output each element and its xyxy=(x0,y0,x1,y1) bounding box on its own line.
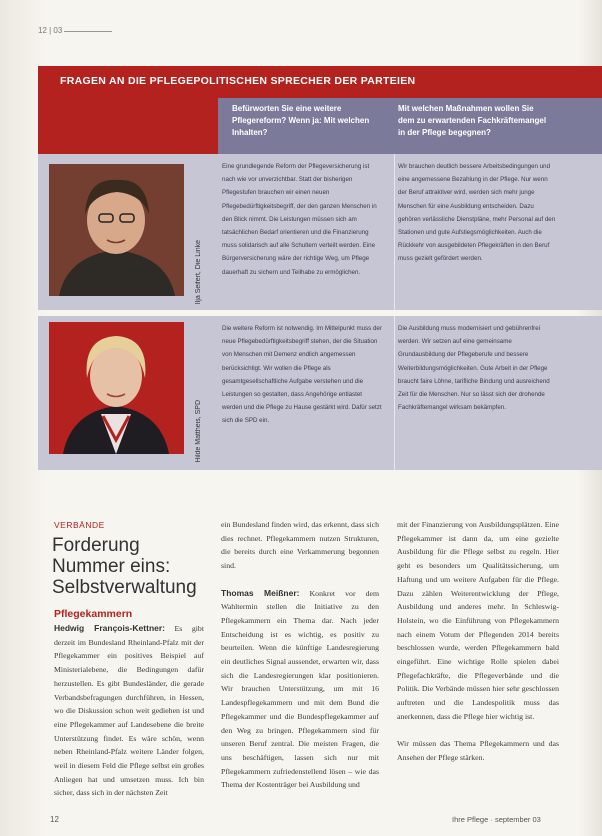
portrait-woman-image xyxy=(49,322,184,454)
banner-red-block xyxy=(38,98,218,154)
column-text: Wir müssen das Thema Pflegekammern und das Ansehen der Pflege stärken. xyxy=(397,739,559,762)
answer-2-question-1: Die weitere Reform ist notwendig. Im Mittelpunkt muss der neue Pflegebedürftigkeitsbegriff stehen, der die Situation von Menschen mit Demenz endlich angemessen berücksichtigt. Wir wollen die Pflege als gesamtgesellschaftliche Aufgabe verstehen und die Leistungen so gestalten, dass Angehörige entlastet werden und die Pflege zu Hause gestärkt wird. Dafür setzt sich die SPD ein. xyxy=(222,325,382,425)
column-text: mit der Finanzierung von Ausbildungsplätzen. Eine Pflegekammer ist dann da, um eine gezielte Ausbildung für die Pflege selbst zu regeln. Hier geht es besonders um Qualitätssicherung, um Haftung und um weitere Aufgaben für die Pflege. Dazu zählen Weiterentwicklung der Pflege, Ausbildung und anderes mehr. In Schleswig-Holstein, wo die Einführung von Pflegekammern nach einem Votum der Pflegenden 2014 bereits beschlossen wurde, werden Pflegekammern bald eingeführt. Eine wichtige Rolle spielen dabei Pflegefachkräfte, die Pflegeverbände und die Politik. Die Verbände müssen hier sehr geschlossen auftreten und die Landespolitik muss das anerkennen, dass die Pflege hier wichtig ist. xyxy=(397,520,559,721)
article-column-1 xyxy=(54,622,204,800)
portrait-photo-2 xyxy=(49,322,184,454)
page-number: 12 xyxy=(50,815,59,824)
top-folio: 12 | 03 xyxy=(38,26,63,35)
speaker-name: Thomas Meißner: xyxy=(221,587,300,598)
photo-credit-2: Hilde Mattheis, SPD xyxy=(195,400,202,463)
column-text: ein Bundesland finden wird, das erkennt, dass sich dies rechnet. Pflegekammern nutzen Strukturen, die bereits durch eine Verkammerung begonnen sind. xyxy=(221,520,379,571)
answer-1-question-1: Eine grundlegende Reform der Pflegeversicherung ist nach wie vor unverzichtbar. Statt der bisherigen Pflegestufen brauchen wir einen neuen Pflegebedürftigkeitsbegriff, der den ganzen Menschen in den Blick nimmt. Die Leistungen müssen sich am tatsächlichen Bedarf orientieren und die Finanzierung muss solidarisch auf alle Schultern verteilt werden. Eine Bürgerversicherung wäre der richtige Weg, um Pflege dauerhaft zu sichern und Teilhabe zu ermöglichen. xyxy=(222,163,377,276)
article-headline: Forderung Nummer eins: Selbstverwaltung xyxy=(52,535,197,598)
column-text: Konkret vor dem Wahltermin stellen die Initiative zu den Pflegekammern ein Thema dar. Nach jeder Entscheidung ist es wichtig, es positiv zu beurteilen. Wenn die künftige Landesregierung ein deutliches Signal aussendet, erwarten wir, dass sich die Landesregierungen klar positionieren. Wir brauchen Unterstützung, um mit 16 Landespflegekammern und mit dem Bund die Pflegekammer und die Bundespflegekammer auf den Weg zu bringen. Pflegekammern sind für unseren Beruf zentral. Die meisten Fragen, die uns beschäftigen, lassen sich nur mit Pflegekammern zufriedenstellend lösen – wie das Thema der Kostenträger bei Ausbildung und xyxy=(221,588,380,790)
portrait-man-image xyxy=(49,164,184,296)
question-2: Mit welchen Maßnahmen wollen Sie dem zu erwartenden Fachkräftemangel in der Pflege begegnen? xyxy=(398,104,547,137)
portrait-photo-1 xyxy=(49,164,184,296)
column-text: Es gibt derzeit im Bundesland Rheinland-Pfalz mit der Pflegekammer ein positives Beispiel auf Ministerialebene, die Bedingungen dafür herzustellen. Es gibt Bundesländer, die gerade Verbandsbefragungen durchführen, in Hessen, wo die Diskussion schon weit gediehen ist und eine Pflegekammer auf Landesebene die breite Unterstützung findet. Es wäre schön, wenn neben Rheinland-Pfalz weitere Länder folgen, weil in diesem Feld die Pflege selbst ein großes Anliegen hat und umsetzen muss. Ich bin sicher, dass sich in der nächsten Zeit xyxy=(54,624,204,798)
section-tag: VERBÄNDE xyxy=(54,520,105,530)
article-column-3 xyxy=(397,518,559,765)
column-divider xyxy=(394,316,395,470)
article-subhead: Pflegekammern xyxy=(54,608,133,620)
banner-title: FRAGEN AN DIE PFLEGEPOLITISCHEN SPRECHER DER PARTEIEN xyxy=(60,75,416,87)
answer-1-question-2: Wir brauchen deutlich bessere Arbeitsbedingungen und eine angemessene Bezahlung in der Pflege. Nur wenn der Beruf attraktiver wird, werden sich mehr junge Menschen für eine Ausbildung entscheiden. Dazu gehören verlässliche Dienstpläne, mehr Personal auf den Stationen und gute Aufstiegsmöglichkeiten. Auch die Rückkehr von ausgebildeten Pflegekräften in den Beruf muss gezielt gefördert werden. xyxy=(398,163,556,263)
survey-banner xyxy=(38,66,602,98)
photo-credit-1: Ilja Seifert, Die Linke xyxy=(195,240,202,305)
magazine-footer: Ihre Pflege · september 03 xyxy=(452,815,541,824)
question-1: Befürworten Sie eine weitere Pflegereform? Wenn ja: Mit welchen Inhalten? xyxy=(232,104,370,137)
column-divider xyxy=(394,154,395,310)
article-column-2 xyxy=(221,518,379,792)
answer-2-question-2: Die Ausbildung muss modernisiert und gebührenfrei werden. Wir setzen auf eine gemeinsame Grundausbildung der Pflegeberufe und bessere Weiterbildungsmöglichkeiten. Gute Arbeit in der Pflege braucht faire Löhne, tarifliche Bindung und ausreichend Zeit für die Menschen. Nur so lässt sich der drohende Fachkräftemangel wirksam bekämpfen. xyxy=(398,325,550,412)
speaker-name: Hedwig François-Kettner: xyxy=(54,623,166,633)
